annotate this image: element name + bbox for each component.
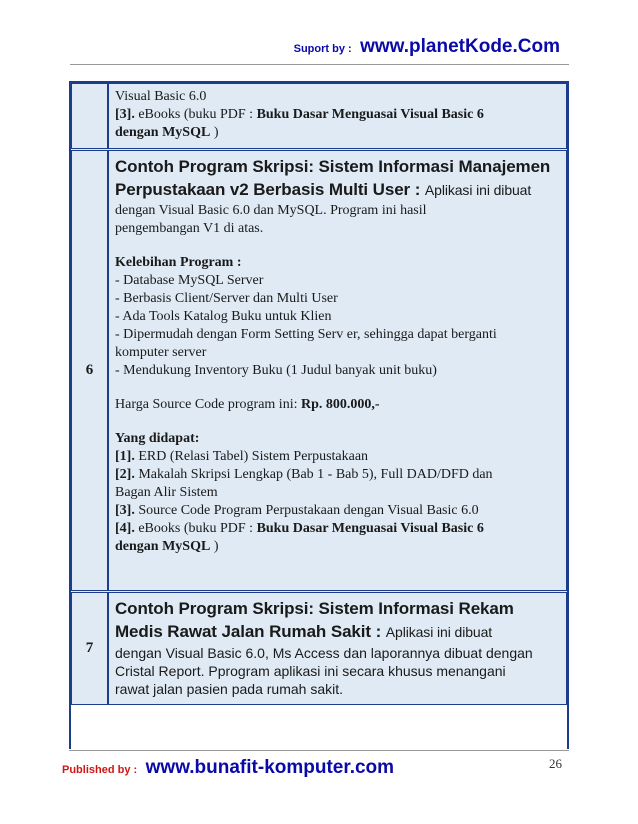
deliverable-item [115,448,560,466]
table-row [72,150,567,592]
item-prefix: [4]. [115,521,135,536]
item-text: ERD (Relasi Tabel) Sistem Perpustakaan [134,449,369,464]
program-title [115,597,560,644]
content-line [115,124,560,142]
deliverables-heading: Yang didapat: [115,431,200,446]
deliverable-item [115,538,560,556]
price-label: Harga Source Code program ini: [115,397,301,412]
item-bold: dengan MySQL [115,539,211,554]
deliverable-item [115,520,560,538]
page-footer [62,757,394,779]
title-line: Perpustakaan v2 Berbasis Multi User [115,180,411,199]
row-content [108,84,567,150]
row-number [72,84,109,150]
item-bold: dengan MySQL [115,125,211,140]
table-row [72,592,567,705]
deliverable-item [115,484,560,502]
desc-line: pengembangan V1 di atas. [115,221,264,236]
row-number: 6 [72,150,109,592]
feature-item: komputer server [115,345,207,360]
feature-item: - Berbasis Client/Server dan Multi User [115,291,338,306]
table-row [72,84,567,150]
item-prefix: [1]. [115,449,135,464]
price-value: Rp. 800.000,- [300,397,380,412]
title-line: Contoh Program Skripsi: Sistem Informasi Manajemen [115,157,551,176]
title-line: Contoh Program Skripsi: Sistem Informasi Rekam [115,599,514,618]
title-colon: : [370,622,386,641]
item-bold: Buku Dasar Menguasai Visual Basic 6 [256,107,484,122]
header-site-link[interactable]: www.planetKode.Com [360,36,560,57]
page-header [294,36,560,58]
item-prefix: [3]. [115,107,135,122]
item-text: eBooks (buku PDF : [134,521,257,536]
title-colon: : [410,180,425,199]
item-text: ) [210,539,219,554]
desc-line: dengan Visual Basic 6.0, Ms Access dan laporannya dibuat dengan [115,645,533,661]
program-title [115,155,560,202]
row-number: 7 [72,592,109,705]
row-content [108,150,567,592]
product-table [69,81,569,749]
title-line: Medis Rawat Jalan Rumah Sakit [115,622,371,641]
header-label: Suport by : [293,43,352,55]
item-prefix: [2]. [115,467,135,482]
row-content [108,592,567,705]
footer-site-link[interactable]: www.bunafit-komputer.com [145,757,395,778]
feature-item: - Ada Tools Katalog Buku untuk Klien [115,309,332,324]
item-bold: Buku Dasar Menguasai Visual Basic 6 [256,521,484,536]
title-tail: Aplikasi ini dibuat [424,182,532,198]
content-line: Visual Basic 6.0 [115,89,207,104]
features-heading: Kelebihan Program : [115,255,242,270]
desc-line: dengan Visual Basic 6.0 dan MySQL. Program ini hasil [115,203,427,218]
feature-item: - Database MySQL Server [115,273,264,288]
header-divider [70,64,569,65]
item-text: Bagan Alir Sistem [115,485,218,500]
item-text: eBooks (buku PDF : [134,107,257,122]
desc-line: rawat jalan pasien pada rumah sakit. [115,681,344,697]
item-text: ) [210,125,219,140]
footer-divider [69,750,569,751]
deliverable-item [115,466,560,484]
content-line [115,106,560,124]
item-text: Makalah Skripsi Lengkap (Bab 1 - Bab 5), Full DAD/DFD dan [134,467,493,482]
feature-item: - Dipermudah dengan Form Setting Serv er, sehingga dapat berganti [115,327,497,342]
footer-label: Published by : [62,764,138,776]
desc-line: Cristal Report. Pprogram aplikasi ini secara khusus menangani [115,663,506,679]
item-prefix: [3]. [115,503,135,518]
item-text: Source Code Program Perpustakaan dengan Visual Basic 6.0 [134,503,479,518]
page-number: 26 [549,756,562,771]
deliverable-item [115,502,560,520]
price-line [115,396,560,414]
title-tail: Aplikasi ini dibuat [385,624,493,640]
feature-item: - Mendukung Inventory Buku (1 Judul banyak unit buku) [115,363,437,378]
